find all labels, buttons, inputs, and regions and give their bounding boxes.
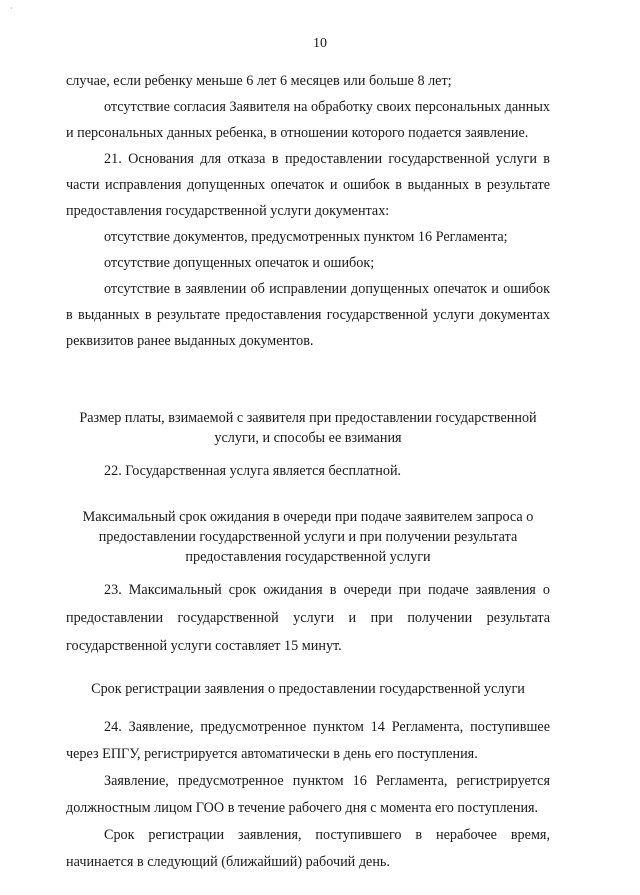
paragraph: отсутствие допущенных опечаток и ошибок; bbox=[104, 255, 375, 271]
paragraph-group-3 bbox=[66, 576, 550, 660]
paragraph: Срок регистрации заявления, поступившего в нерабочее время, начинается в следующий (ближайший) рабочий день. bbox=[66, 827, 550, 870]
paragraph: 24. Заявление, предусмотренное пунктом 14 Регламента, поступившее через ЕПГУ, регистрируется автоматически в день его поступления. bbox=[66, 719, 550, 762]
paragraph: случае, если ребенку меньше 6 лет 6 месяцев или больше 8 лет; bbox=[66, 73, 452, 89]
paragraph-group-2 bbox=[66, 458, 550, 484]
paragraph: 23. Максимальный срок ожидания в очереди при подаче заявления о предоставлении государственной услуги и при получении результата государственной услуги составляет 15 минут. bbox=[66, 582, 550, 654]
paragraph: отсутствие документов, предусмотренных пунктом 16 Регламента; bbox=[104, 229, 508, 245]
paragraph: отсутствие согласия Заявителя на обработку своих персональных данных и персональных данных ребенка, в отношении которого подается заявление. bbox=[66, 99, 550, 141]
paragraph: отсутствие в заявлении об исправлении допущенных опечаток и ошибок в выданных в результате предоставления государственной услуги документах реквизитов ранее выданных документов. bbox=[66, 281, 550, 349]
section-heading: Срок регистрации заявления о предоставлении государственной услуги bbox=[91, 681, 525, 697]
paragraph-group-4 bbox=[66, 714, 550, 876]
paragraph: 21. Основания для отказа в предоставлении государственной услуги в части исправления допущенных опечаток и ошибок в выданных в результате предоставления государственной услуги документах: bbox=[66, 151, 550, 219]
paragraph: Заявление, предусмотренное пунктом 16 Регламента, регистрируется должностным лицом ГОО в течение рабочего дня с момента его поступления. bbox=[66, 773, 550, 816]
section-heading: Максимальный срок ожидания в очереди при подаче заявителем запроса о предоставлении государственной услуги и при получении результата предоставления государственной услуги bbox=[82, 509, 534, 565]
section-heading: Размер платы, взимаемой с заявителя при предоставлении государственной услуги, и способы ее взимания bbox=[79, 410, 537, 446]
scan-mark: · bbox=[10, 4, 13, 13]
paragraph-group-1 bbox=[66, 68, 550, 354]
page-number: 10 bbox=[313, 36, 327, 51]
paragraph: 22. Государственная услуга является бесплатной. bbox=[104, 463, 402, 479]
